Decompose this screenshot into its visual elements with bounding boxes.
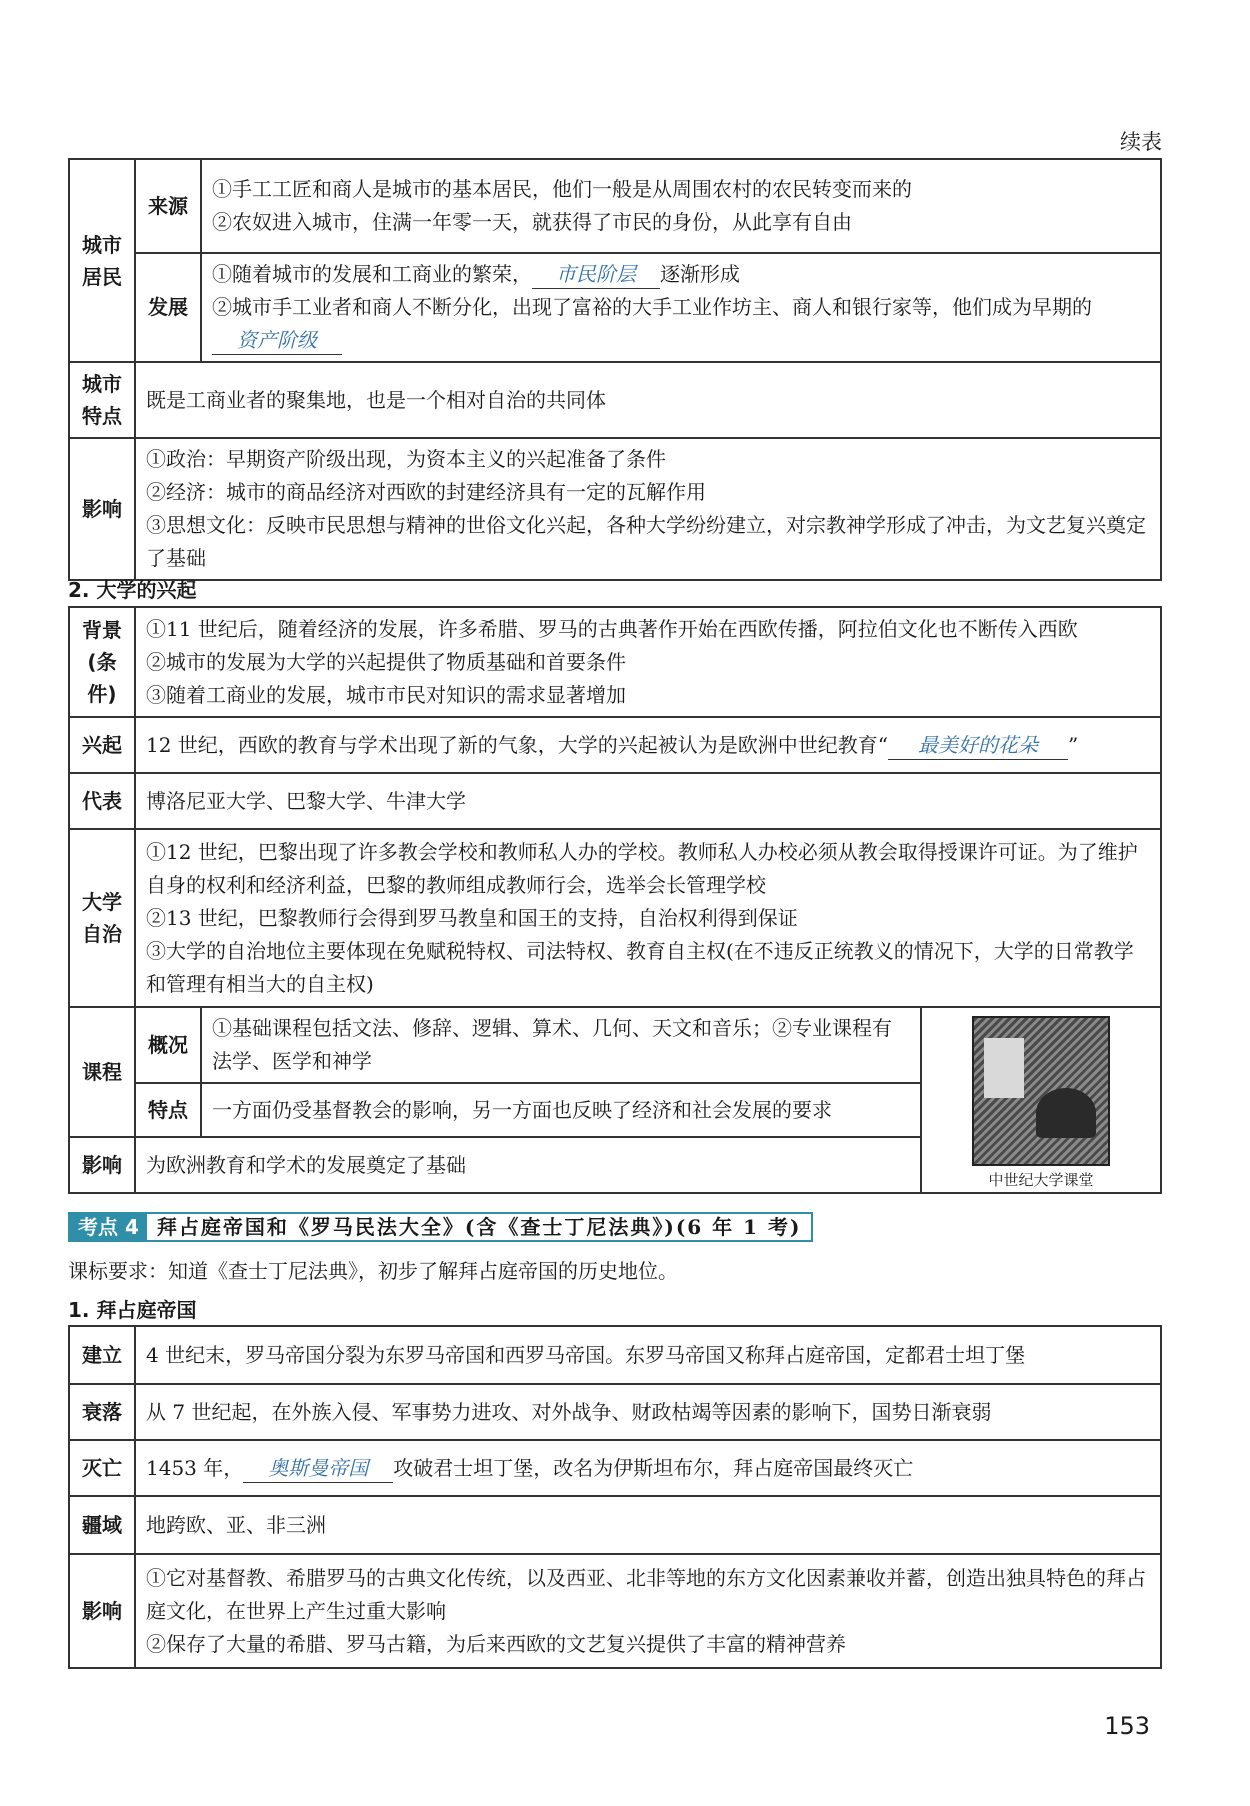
answer-blank: 奥斯曼帝国	[243, 1454, 393, 1483]
table-row	[69, 717, 1161, 773]
decline-cell: 从 7 世纪起，在外族入侵、军事势力进攻、对外战争、财政枯竭等因素的影响下，国势日渐衰弱	[135, 1384, 1161, 1440]
table-row	[69, 1496, 1161, 1554]
table-row	[69, 1440, 1161, 1496]
exam-point-tag: 考点 4	[70, 1214, 147, 1240]
row-header-decline: 衰落	[69, 1384, 135, 1440]
development-line-2: ②城市手工业者和商人不断分化，出现了富裕的大手工业作坊主、商人和银行家等，他们成为早期的资产阶级	[212, 291, 1150, 357]
answer-blank: 市民阶层	[532, 260, 660, 289]
source-line-1: ①手工工匠和商人是城市的基本居民，他们一般是从周围农村的农民转变而来的	[212, 177, 912, 201]
table-row	[69, 1384, 1161, 1440]
table-row	[69, 362, 1161, 438]
row-header-founding: 建立	[69, 1326, 135, 1384]
answer-blank: 资产阶级	[212, 326, 342, 355]
background-line-1: ①11 世纪后，随着经济的发展，许多希腊、罗马的古典著作开始在西欧传播，阿拉伯文化也不断传入西欧	[146, 616, 1078, 641]
source-line-2: ②农奴进入城市，住满一年零一天，就获得了市民的身份，从此享有自由	[212, 210, 852, 234]
row-header-features: 城市特点	[69, 362, 135, 438]
impact-cell	[135, 438, 1161, 580]
university-table	[68, 606, 1162, 1194]
table-row	[69, 1326, 1161, 1384]
table-row	[69, 159, 1161, 253]
representatives-cell: 博洛尼亚大学、巴黎大学、牛津大学	[135, 773, 1161, 829]
page-number: 153	[1104, 1712, 1150, 1740]
continued-label: 续表	[1120, 130, 1162, 154]
development-line-1: ①随着城市的发展和工商业的繁荣， 市民阶层 逐渐形成	[212, 258, 1150, 291]
figure-caption: 中世纪大学课堂	[988, 1171, 1094, 1189]
founding-cell: 4 世纪末，罗马帝国分裂为东罗马帝国和西罗马帝国。东罗马帝国又称拜占庭帝国，定都君士坦丁堡	[135, 1326, 1161, 1384]
impact-line-1: ①政治：早期资产阶级出现，为资本主义的兴起准备了条件	[146, 447, 666, 471]
fall-cell: 1453 年， 奥斯曼帝国 攻破君士坦丁堡，改名为伊斯坦布尔，拜占庭帝国最终灭亡	[135, 1440, 1161, 1496]
characteristics-cell: 一方面仍受基督教会的影响，另一方面也反映了经济和社会发展的要求	[201, 1083, 921, 1137]
autonomy-line-1: ①12 世纪，巴黎出现了许多教会学校和教师私人办的学校。教师私人办校必须从教会取得授课许可证。为了维护自身的权利和经济利益，巴黎的教师组成教师行会，选举会长管理学校	[146, 839, 1138, 897]
row-header-autonomy: 大学自治	[69, 829, 135, 1007]
table-row	[69, 438, 1161, 580]
uni-impact-cell: 为欧洲教育和学术的发展奠定了基础	[135, 1137, 921, 1193]
section-title-university: 2. 大学的兴起	[68, 578, 197, 602]
autonomy-line-2: ②13 世纪，巴黎教师行会得到罗马教皇和国王的支持，自治权利得到保证	[146, 905, 798, 930]
classroom-figure	[921, 1007, 1161, 1193]
impact-line-2: ②经济：城市的商品经济对西欧的封建经济具有一定的瓦解作用	[146, 480, 706, 504]
exam-point-title: 拜占庭帝国和《罗马民法大全》(含《查士丁尼法典》)(6 年 1 考)	[156, 1215, 802, 1239]
answer-blank: 最美好的花朵	[888, 731, 1068, 760]
autonomy-line-3: ③大学的自治地位主要体现在免赋税特权、司法特权、教育自主权(在不违反正统教义的情况下，大学的日常教学和管理有相当大的自主权)	[146, 938, 1134, 996]
row-header-byz-impact: 影响	[69, 1554, 135, 1668]
byzantine-table	[68, 1325, 1162, 1669]
overview-cell: ①基础课程包括文法、修辞、逻辑、算术、几何、天文和音乐；②专业课程有法学、医学和神学	[201, 1007, 921, 1083]
row-header-background: 背景(条件)	[69, 607, 135, 717]
development-cell	[201, 253, 1161, 362]
background-line-3: ③随着工商业的发展，城市市民对知识的需求显著增加	[146, 682, 626, 707]
table-row	[69, 829, 1161, 1007]
impact-line-3: ③思想文化：反映市民思想与精神的世俗文化兴起，各种大学纷纷建立，对宗教神学形成了冲击，为文艺复兴奠定了基础	[146, 513, 1146, 570]
exam-point-banner	[68, 1212, 813, 1242]
byz-impact-cell	[135, 1554, 1161, 1668]
territory-cell: 地跨欧、亚、非三洲	[135, 1496, 1161, 1554]
background-cell	[135, 607, 1161, 717]
row-header-representatives: 代表	[69, 773, 135, 829]
rise-cell: 12 世纪，西欧的教育与学术出现了新的气象，大学的兴起被认为是欧洲中世纪教育“ 最美好的花朵 ”	[135, 717, 1161, 773]
row-header-source: 来源	[135, 159, 201, 253]
byz-impact-line-1: ①它对基督教、希腊罗马的古典文化传统，以及西亚、北非等地的东方文化因素兼收并蓄，创造出独具特色的拜占庭文化，在世界上产生过重大影响	[146, 1565, 1146, 1623]
table-row	[69, 1554, 1161, 1668]
row-header-fall: 灭亡	[69, 1440, 135, 1496]
byz-impact-line-2: ②保存了大量的希腊、罗马古籍，为后来西欧的文艺复兴提供了丰富的精神营养	[146, 1631, 846, 1656]
row-header-uni-impact: 影响	[69, 1137, 135, 1193]
row-header-rise: 兴起	[69, 717, 135, 773]
section-title-byzantine: 1. 拜占庭帝国	[68, 1298, 197, 1322]
row-header-territory: 疆域	[69, 1496, 135, 1554]
table-row	[69, 1007, 1161, 1083]
curriculum-requirement: 课标要求：知道《查士丁尼法典》，初步了解拜占庭帝国的历史地位。	[68, 1259, 678, 1283]
source-cell	[201, 159, 1161, 253]
row-header-characteristics: 特点	[135, 1083, 201, 1137]
row-header-impact: 影响	[69, 438, 135, 580]
row-header-overview: 概况	[135, 1007, 201, 1083]
table-row	[69, 773, 1161, 829]
row-header-curriculum: 课程	[69, 1007, 135, 1137]
row-header-residents: 城市居民	[69, 159, 135, 362]
row-header-development: 发展	[135, 253, 201, 362]
city-residents-table	[68, 158, 1162, 581]
autonomy-cell	[135, 829, 1161, 1007]
background-line-2: ②城市的发展为大学的兴起提供了物质基础和首要条件	[146, 649, 626, 674]
features-cell: 既是工商业者的聚集地，也是一个相对自治的共同体	[135, 362, 1161, 438]
table-row	[69, 253, 1161, 362]
table-row	[69, 607, 1161, 717]
medieval-classroom-image	[972, 1016, 1110, 1166]
